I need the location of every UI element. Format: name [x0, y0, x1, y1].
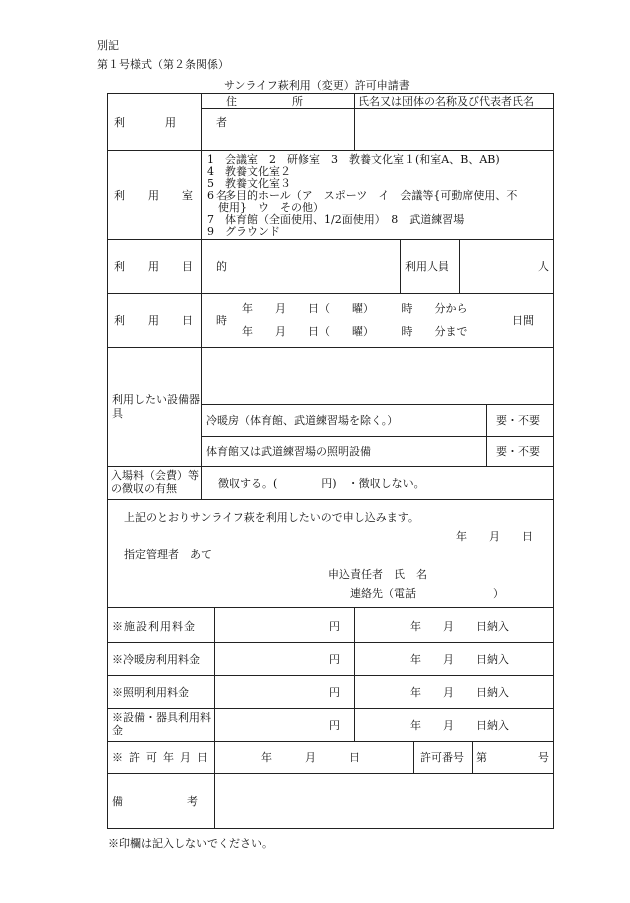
- aircon-choice[interactable]: 要・不要: [496, 414, 540, 427]
- user-label: 利 用 者: [114, 116, 233, 129]
- form-title: サンライフ萩利用（変更）許可申請書: [224, 79, 410, 92]
- room-option: 7 体育館（全面使用、1/2面使用） 8 武道練習場: [207, 213, 465, 226]
- people-unit: 人: [538, 260, 549, 273]
- office-fee-date: 年 月 日納入: [410, 686, 509, 699]
- permit-date: 年 月 日: [261, 751, 360, 764]
- room-option: 4 教養文化室２: [207, 165, 291, 178]
- address-field[interactable]: [203, 110, 352, 148]
- address-header: 住 所: [226, 95, 303, 108]
- office-fee-yen: 円: [329, 686, 340, 699]
- fee-label: [111, 469, 199, 495]
- purpose-field[interactable]: [203, 241, 398, 291]
- name-header: 氏名又は団体の名称及び代表者氏名: [358, 95, 534, 108]
- appendix-label: 別記: [97, 39, 119, 52]
- room-option: 1 会議室 2 研修室 3 教養文化室１(和室A、B、AB): [207, 153, 500, 166]
- office-fee-yen: 円: [329, 653, 340, 666]
- application-date[interactable]: 年 月 日: [456, 530, 533, 543]
- form-number: 第１号様式（第２条関係）: [97, 58, 229, 71]
- office-fee-label: [112, 711, 212, 737]
- permit-number-label: 許可番号: [420, 751, 464, 764]
- purpose-label: 利 用 目 的: [114, 260, 233, 273]
- remarks-label: 備 考: [112, 795, 202, 808]
- datetime-from[interactable]: 年 月 日（ 曜） 時 分から: [242, 302, 468, 315]
- office-fee-date: 年 月 日納入: [410, 653, 509, 666]
- fee-options[interactable]: 徴収する。( 円) ・徴収しない。: [218, 477, 425, 490]
- permit-date-label: ※許可年月日: [112, 751, 214, 764]
- room-option: 6 多目的ホール（ア スポーツ イ 会議等{可動席使用、不: [207, 189, 518, 202]
- datetime-label: 利 用 日 時: [114, 314, 233, 327]
- room-option: 9 グラウンド: [207, 225, 280, 238]
- declaration-text: 上記のとおりサンライフ萩を利用したいので申し込みます。: [124, 511, 419, 524]
- office-fee-label-text: ※設備・器具利用料金: [112, 711, 211, 737]
- equipment-label: [112, 393, 206, 421]
- permit-number-prefix: 第: [476, 751, 487, 764]
- remarks-field: [216, 775, 552, 827]
- fee-label-text: 入場料（会費）等の徴収の有無: [111, 469, 199, 495]
- addressee: 指定管理者 あて: [124, 548, 212, 561]
- equipment-label-text: 利用したい設備器具: [112, 393, 200, 420]
- footer-note: ※印欄は記入しないでください。: [108, 837, 273, 850]
- office-fee-date: 年 月 日納入: [410, 719, 509, 732]
- office-fee-yen: 円: [329, 719, 340, 732]
- name-field[interactable]: [356, 110, 552, 148]
- office-fee-label: ※照明利用料金: [112, 686, 189, 699]
- days-label: 日間: [512, 314, 534, 327]
- office-fee-label: ※施設利用料金: [112, 620, 196, 633]
- lighting-choice[interactable]: 要・不要: [496, 445, 540, 458]
- aircon-label: 冷暖房（体育館、武道練習場を除く。）: [206, 414, 399, 427]
- room-option: 5 教養文化室３: [207, 177, 291, 190]
- office-fee-date: 年 月 日納入: [410, 620, 509, 633]
- people-label: 利用人員: [405, 260, 449, 273]
- contact-phone[interactable]: 連絡先（電話 ）: [350, 587, 504, 600]
- datetime-to[interactable]: 年 月 日（ 曜） 時 分まで: [242, 325, 468, 338]
- permit-number-suffix: 号: [538, 751, 549, 764]
- lighting-label: 体育館又は武道練習場の照明設備: [206, 445, 371, 458]
- office-fee-label: ※冷暖房利用料金: [112, 653, 200, 666]
- office-fee-yen: 円: [329, 620, 340, 633]
- rooms-label: 利 用 室 名: [114, 189, 233, 202]
- people-field[interactable]: [461, 241, 536, 291]
- equipment-field[interactable]: [203, 349, 552, 402]
- room-option: 使用} ウ その他）: [207, 201, 324, 214]
- applicant-name[interactable]: 申込責任者 氏 名: [328, 568, 427, 581]
